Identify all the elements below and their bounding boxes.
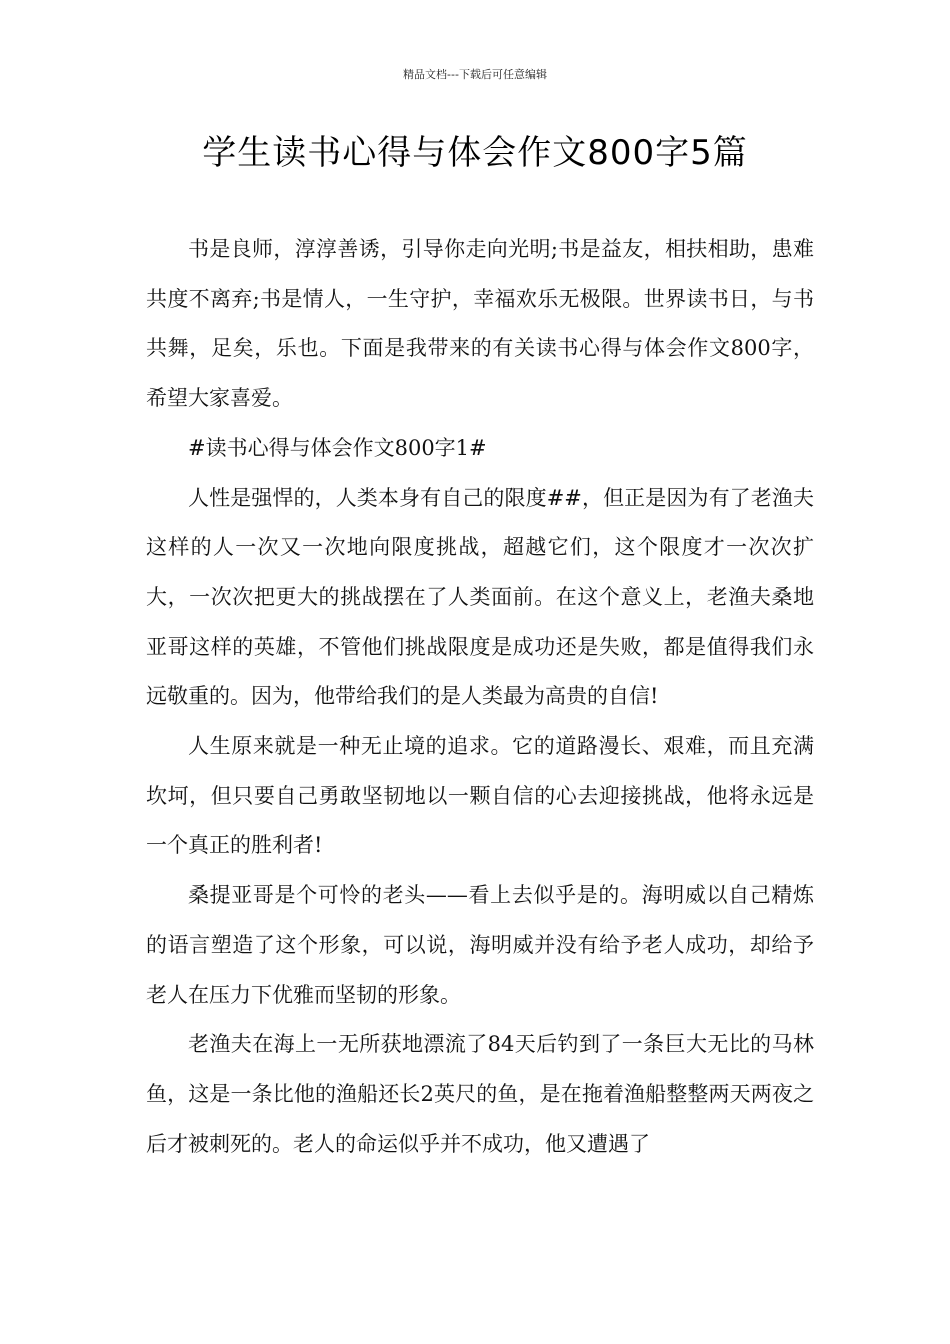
paragraph: 人性是强悍的，人类本身有自己的限度##，但正是因为有了老渔夫这样的人一次又一次地向限度挑战，超越它们，这个限度才一次次扩大，一次次把更大的挑战摆在了人类面前。在这个意义上，老渔夫桑地亚哥这样的英雄，不管他们挑战限度是成功还是失败，都是值得我们永远敬重的。因为，他带给我们的是人类最为高贵的自信!: [146, 485, 814, 709]
paragraph: 桑提亚哥是个可怜的老头——看上去似乎是的。海明威以自己精炼的语言塑造了这个形象，可以说，海明威并没有给予老人成功，却给予老人在压力下优雅而坚韧的形象。: [146, 883, 814, 1007]
document-title: 学生读书心得与体会作文800字5篇: [202, 133, 748, 173]
paragraph: 老渔夫在海上一无所获地漂流了84天后钓到了一条巨大无比的马林鱼，这是一条比他的渔船还长2英尺的鱼，是在拖着渔船整整两天两夜之后才被刺死的。老人的命运似乎并不成功，他又遭遇了: [146, 1032, 814, 1156]
document-body: [146, 225, 814, 1169]
paragraph: 人生原来就是一种无止境的追求。它的道路漫长、艰难，而且充满坎坷，但只要自己勇敢坚韧地以一颗自信的心去迎接挑战，他将永远是一个真正的胜利者!: [146, 734, 814, 858]
section-heading-1: #读书心得与体会作文800字1#: [188, 435, 487, 460]
header-note: 精品文档---下载后可任意编辑: [403, 68, 547, 81]
paragraph-intro: 书是良师，淳淳善诱，引导你走向光明;书是益友，相扶相助，患难共度不离弃;书是情人，一生守护，幸福欢乐无极限。世界读书日，与书共舞，足矣，乐也。下面是我带来的有关读书心得与体会作文800字，希望大家喜爱。: [146, 237, 814, 411]
